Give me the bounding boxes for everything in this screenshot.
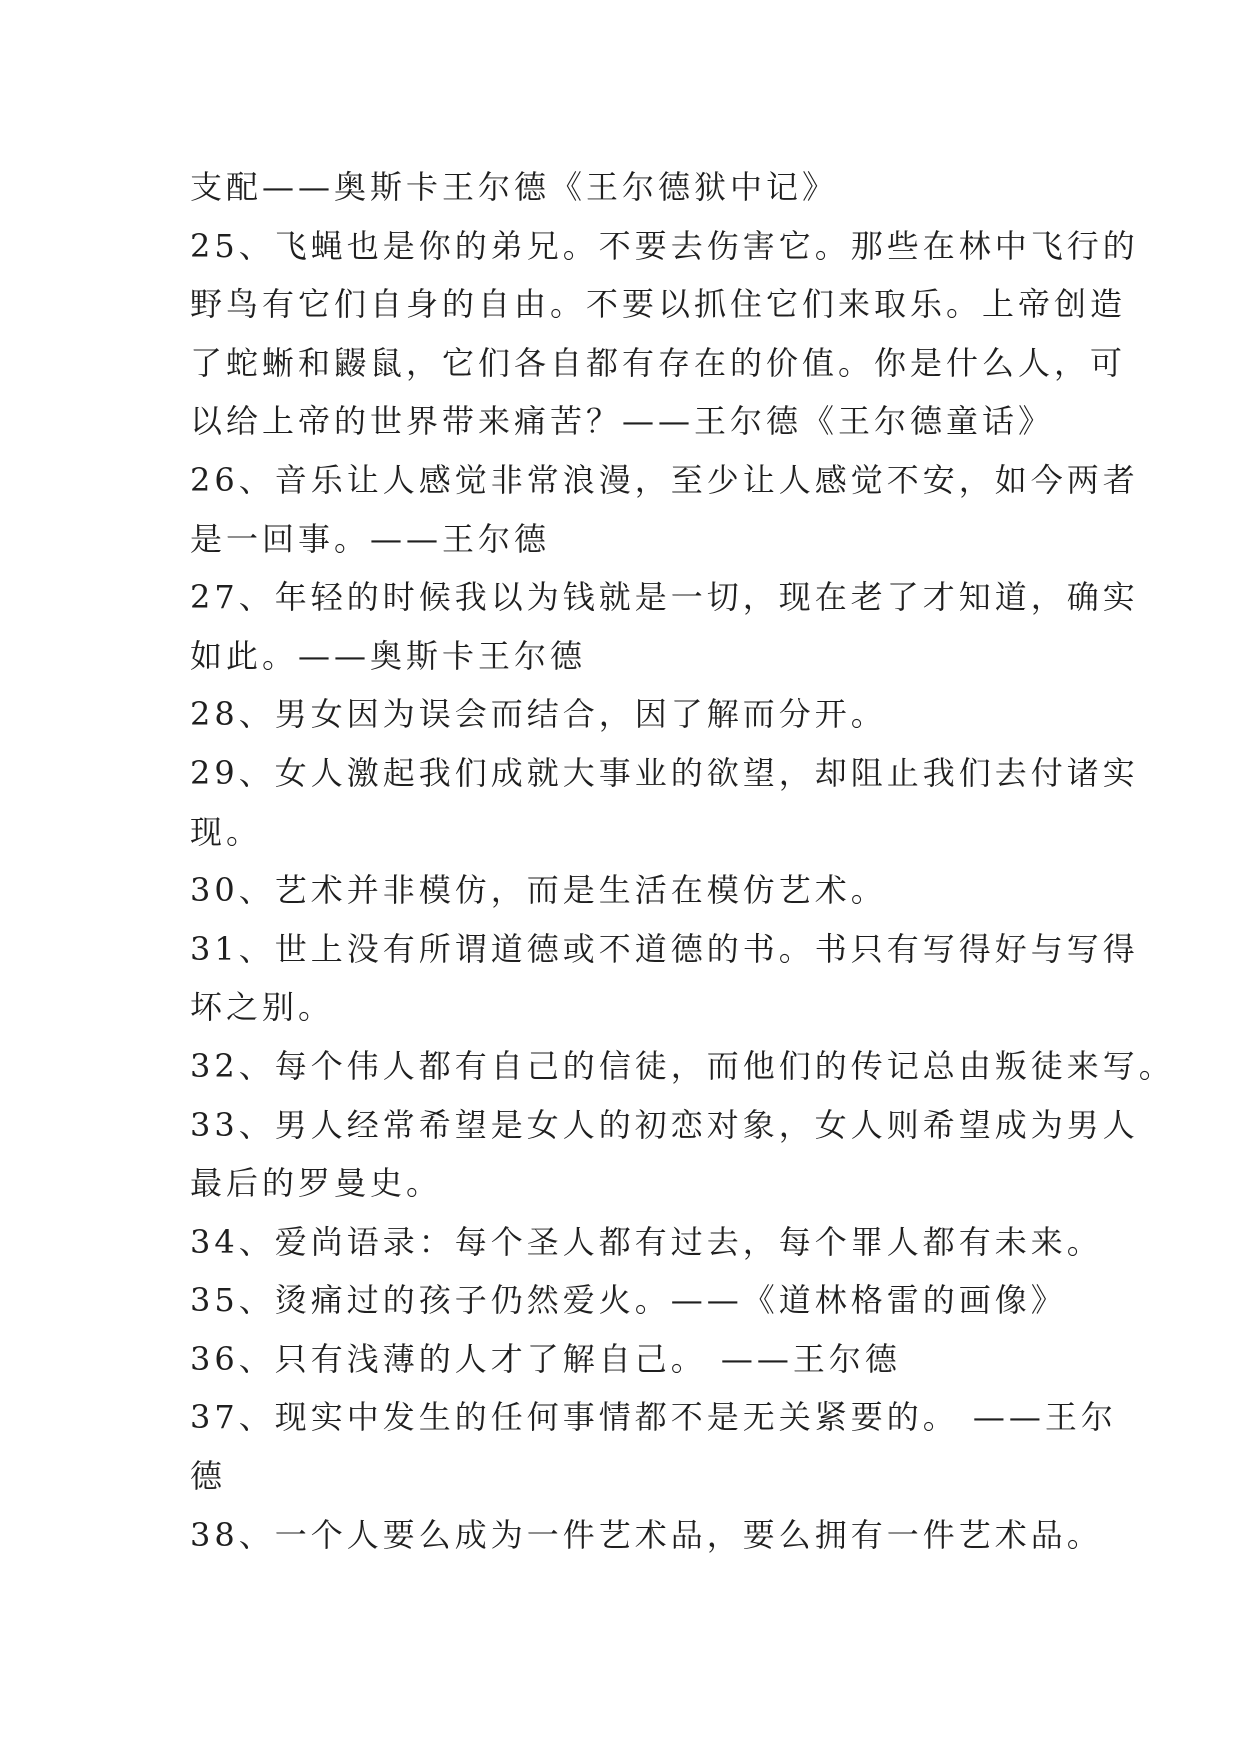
text-line: 38、一个人要么成为一件艺术品，要么拥有一件艺术品。: [190, 1515, 1103, 1554]
text-line: 32、每个伟人都有自己的信徒，而他们的传记总由叛徒来写。: [190, 1046, 1175, 1085]
text-line: 35、烫痛过的孩子仍然爱火。——《道林格雷的画像》: [190, 1281, 1067, 1320]
text-line: 德: [190, 1457, 227, 1496]
text-line: 26、音乐让人感觉非常浪漫，至少让人感觉不安，如今两者: [190, 460, 1139, 499]
text-line: 29、女人激起我们成就大事业的欲望，却阻止我们去付诸实: [190, 753, 1139, 792]
text-line: 37、现实中发生的任何事情都不是无关紧要的。 ——王尔: [190, 1398, 1117, 1437]
text-line: 25、飞蝇也是你的弟兄。不要去伤害它。那些在林中飞行的: [190, 226, 1139, 265]
text-line: 30、艺术并非模仿，而是生活在模仿艺术。: [190, 871, 887, 910]
text-line: 是一回事。——王尔德: [190, 519, 551, 558]
text-line: 如此。——奥斯卡王尔德: [190, 636, 587, 675]
text-line: 野鸟有它们自身的自由。不要以抓住它们来取乐。上帝创造: [190, 285, 1127, 324]
text-line: 坏之别。: [190, 988, 335, 1027]
document-body: [190, 158, 1175, 1564]
text-line: 31、世上没有所谓道德或不道德的书。书只有写得好与写得: [190, 929, 1139, 968]
text-line: 支配——奥斯卡王尔德《王尔德狱中记》: [190, 168, 839, 206]
text-line: 33、男人经常希望是女人的初恋对象，女人则希望成为男人: [190, 1105, 1139, 1144]
text-line: 现。: [190, 812, 263, 851]
text-line: 以给上帝的世界带来痛苦？——王尔德《王尔德童话》: [190, 402, 1055, 441]
text-line: 36、只有浅薄的人才了解自己。 ——王尔德: [190, 1339, 901, 1378]
text-line: 27、年轻的时候我以为钱就是一切，现在老了才知道，确实: [190, 578, 1139, 617]
text-line: 28、男女因为误会而结合，因了解而分开。: [190, 695, 887, 734]
text-line: 34、爱尚语录：每个圣人都有过去，每个罪人都有未来。: [190, 1222, 1103, 1261]
text-line: 最后的罗曼史。: [190, 1164, 443, 1203]
text-line: 了蛇蜥和鼹鼠，它们各自都有存在的价值。你是什么人，可: [190, 343, 1127, 382]
